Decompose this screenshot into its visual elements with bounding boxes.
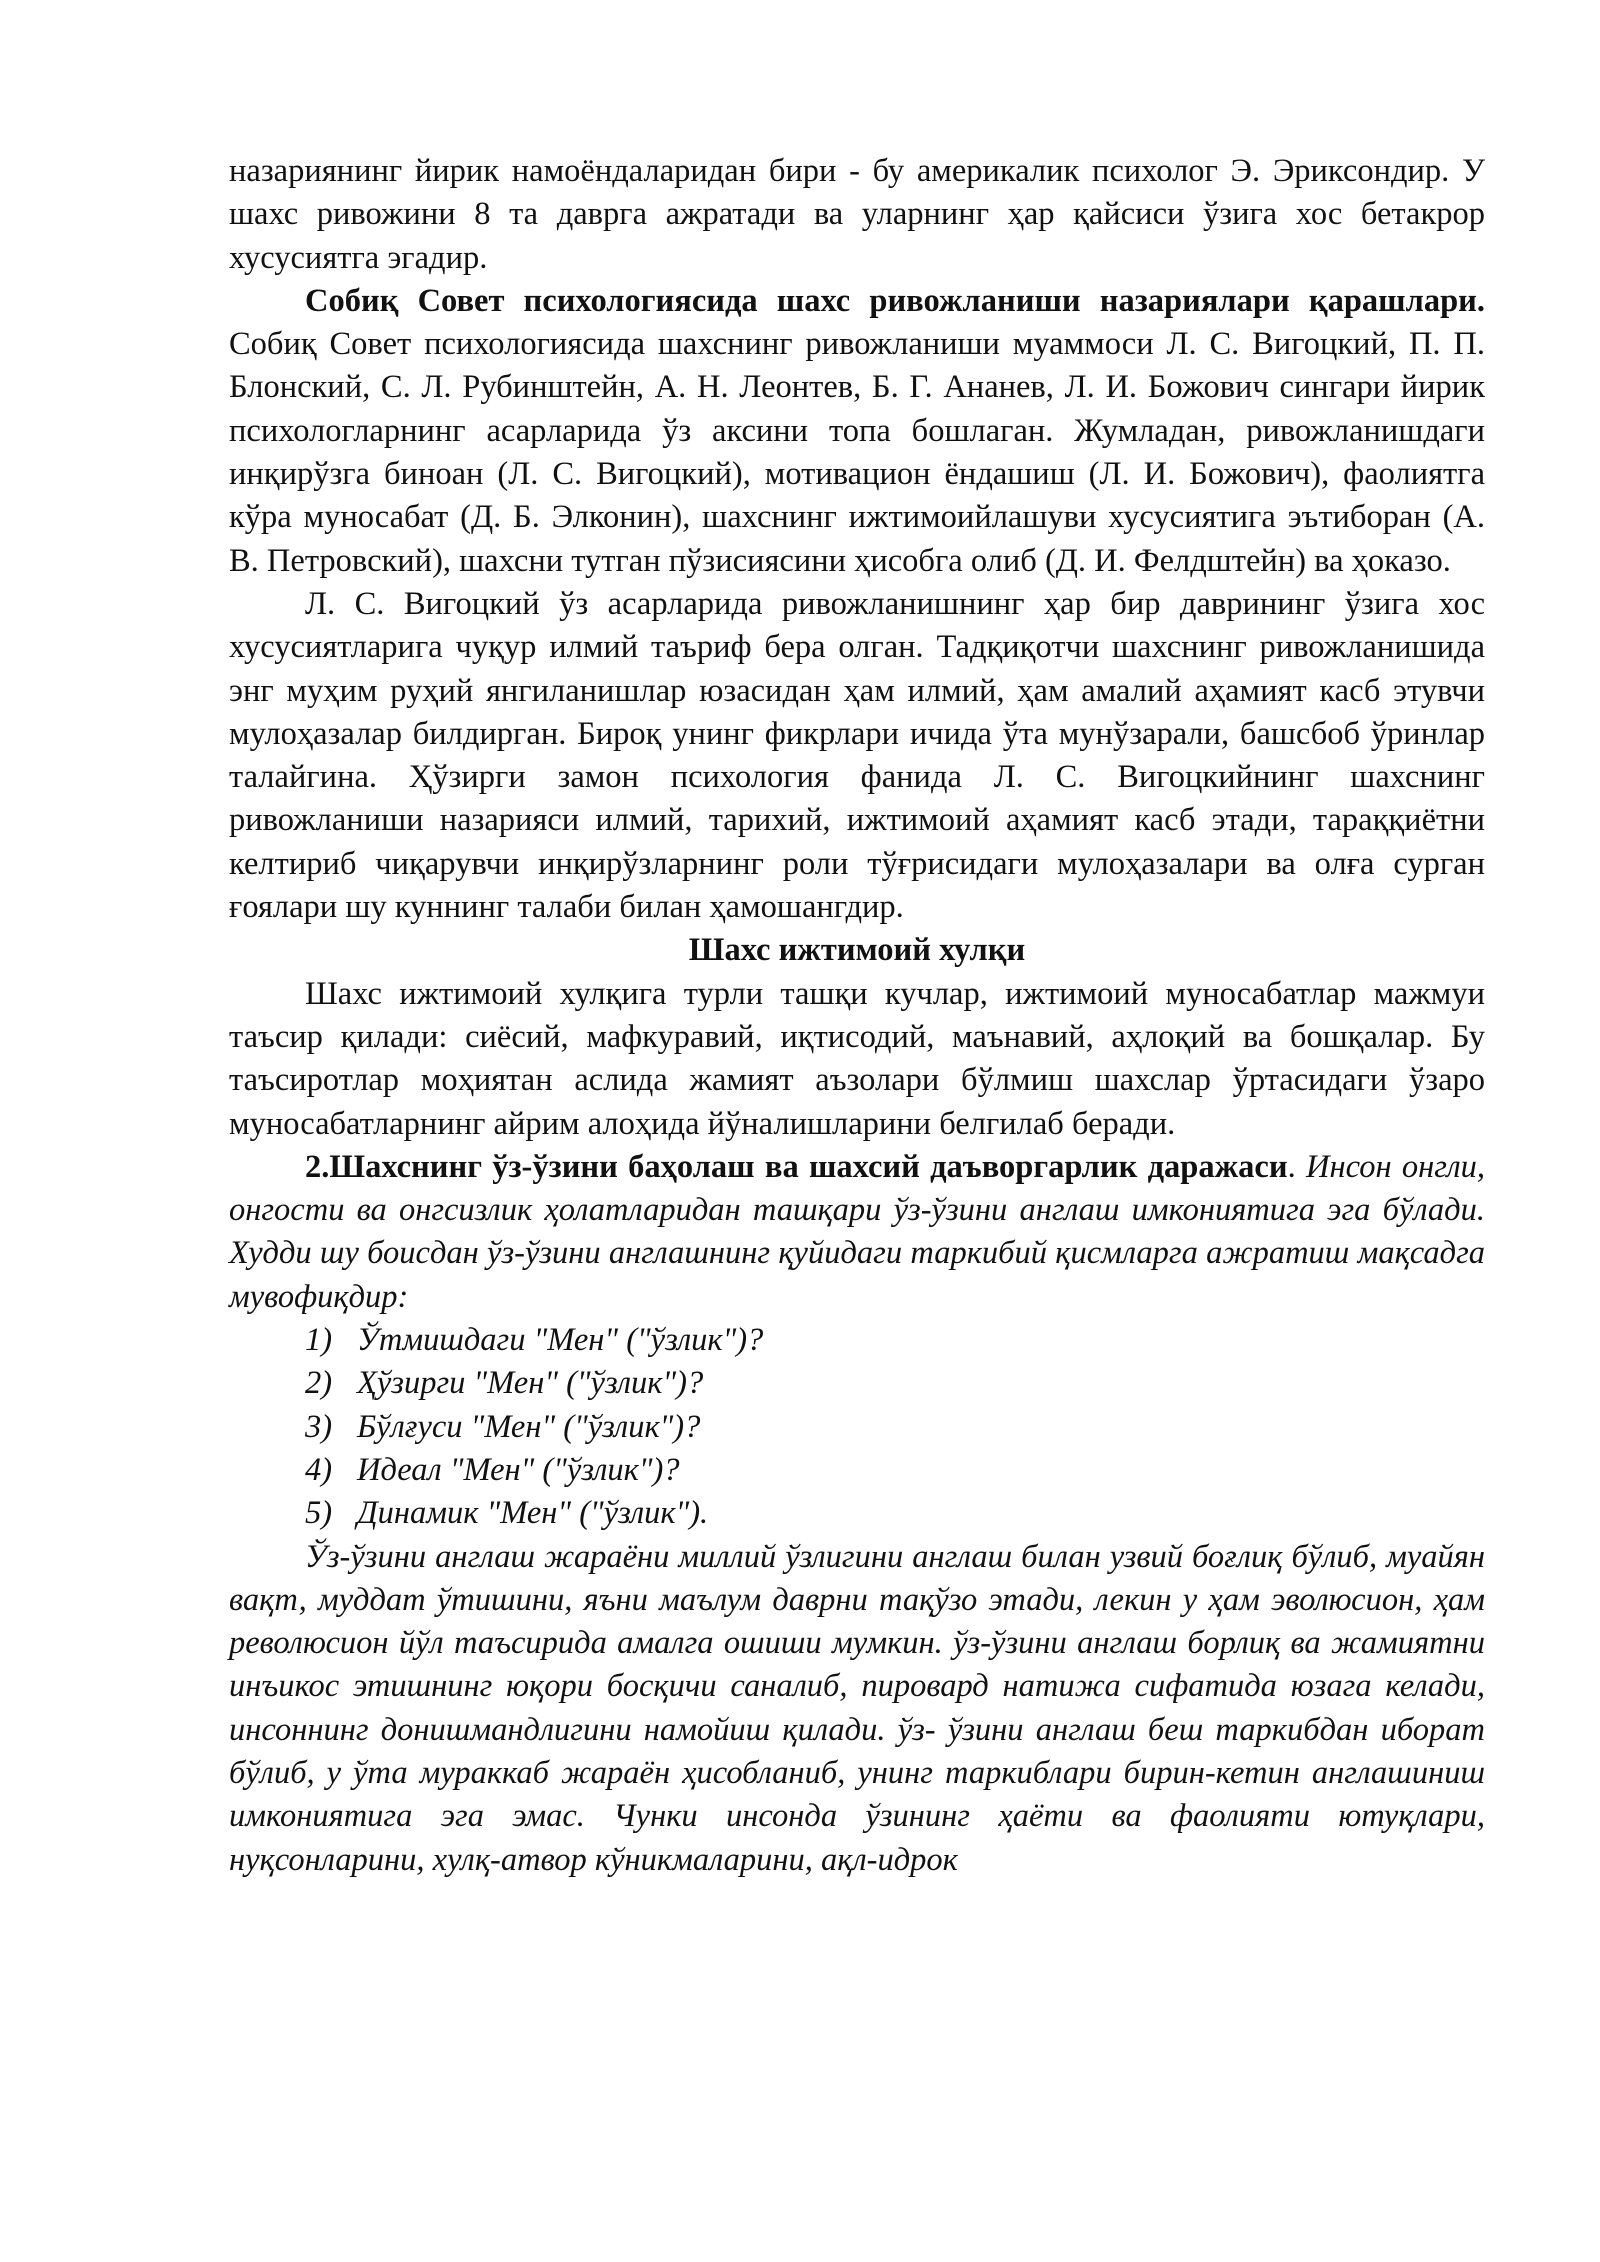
paragraph-soviet-psychology-text: Собиқ Совет психологиясида шахснинг ривожланиши муаммоси Л. С. Вигоцкий, П. П. Блонский, С. Л. Рубинштейн, А. Н. Леонтев, Б. Г. Ананев, Л. И. Божович сингари йирик психологларнинг асарларида ўз аксини топа бошлаган. Жумладан, ривожланишдаги инқирўзга биноан (Л. С. Вигоцкий), мотивацион ёндашиш (Л. И. Божович), фаолиятга кўра муносабат (Д. Б. Элконин), шахснинг ижтимоийлашуви хусусиятига эътиборан (А. В. Петровский), шахсни тутган пўзисиясини ҳисобга олиб (Д. И. Фелдштейн) ва ҳоказо.: [229, 326, 1485, 579]
list-item-number: 2): [305, 1365, 333, 1402]
section-heading-text: Шахс ижтимоий хулқи: [688, 932, 1026, 969]
list-item-number: 4): [305, 1451, 333, 1488]
list-item-number: 3): [305, 1408, 333, 1445]
list-item: [305, 1319, 1485, 1362]
list-item-text: Ўтмишдаги "Мен" ("ўзлик")?: [357, 1322, 764, 1359]
paragraph-self-assessment-text: Инсон онгли, онгости ва онгсизлик ҳолатларидан ташқари ўз-ўзини англаш имкониятига эга бўлади. Худди шу боисдан ўз-ўзини англашнинг қуйидаги таркибий қисмларга ажратиш мақсадга мувофиқдир:: [229, 1148, 1485, 1315]
document-page: [229, 150, 1485, 1882]
list-item: [305, 1406, 1485, 1449]
self-list: [229, 1319, 1485, 1535]
paragraph-social-behavior: Шахс ижтимоий хулқига турли ташқи кучлар, ижтимоий муносабатлар мажмуи таъсир қилади: сиёсий, мафкуравий, иқтисодий, маънавий, аҳлоқий ва бошқалар. Бу таъсиротлар моҳиятан аслида жамият аъзолари бўлмиш шахслар ўртасидаги ўзаро муносабатларнинг айрим алоҳида йўналишларини белгилаб беради.: [229, 975, 1485, 1142]
list-item-number: 5): [305, 1495, 333, 1532]
list-item-text: Бўлғуси "Мен" ("ўзлик")?: [357, 1408, 701, 1445]
section-title-self-assessment: 2.Шахснинг ўз-ўзини баҳолаш ва шахсий даъворгарлик даражаси: [305, 1148, 1288, 1185]
paragraph-self-awareness: Ўз-ўзини англаш жараёни миллий ўзлигини англаш билан узвий боғлиқ бўлиб, муайян вақт, муддат ўтишини, яъни маълум даврни тақўзо этади, лекин у ҳам эволюсион, ҳам революсион йўл таъсирида амалга ошиши мумкин. ўз-ўзини англаш борлиқ ва жамиятни инъикос этишнинг юқори босқичи саналиб, пировард натижа сифатида юзага келади, инсоннинг донишмандлигини намойиш қилади. ўз- ўзини англаш беш таркибдан иборат бўлиб, у ўта мураккаб жараён ҳисобланиб, унинг таркиблари бирин-кетин англашиниш имкониятига эга эмас. Чунки инсонда ўзининг ҳаёти ва фаолияти ютуқлари, нуқсонларини, хулқ-атвор кўникмаларини, ақл-идрок: [229, 1538, 1485, 1878]
list-item: [305, 1362, 1485, 1405]
title-period: .: [1287, 1148, 1296, 1185]
list-item-text: Ҳўзирги "Мен" ("ўзлик")?: [357, 1365, 704, 1402]
list-item: [305, 1449, 1485, 1492]
section-title-soviet-psychology: Собиқ Совет психологиясида шахс ривожланиши назариялари қарашлари.: [305, 282, 1485, 319]
paragraph-vygotsky: Л. С. Вигоцкий ўз асарларида ривожланишнинг ҳар бир даврининг ўзига хос хусусиятларига чуқур илмий таъриф бера олган. Тадқиқотчи шахснинг ривожланишида энг муҳим руҳий янгиланишлар юзасидан ҳам илмий, ҳам амалий аҳамият касб этувчи мулоҳазалар билдирган. Бироқ унинг фикрлари ичида ўта мунўзарали, башсбоб ўринлар талайгина. Ҳўзирги замон психология фанида Л. С. Вигоцкийнинг шахснинг ривожланиши назарияси илмий, тарихий, ижтимоий аҳамият касб этади, тараққиётни келтириб чиқарувчи инқирўзларнинг роли тўғрисидаги мулоҳазалари ва олға сурган ғоялари шу куннинг талаби билан ҳамошангдир.: [229, 585, 1485, 926]
paragraph-intro: назариянинг йирик намоёндаларидан бири - бу америкалик психолог Э. Эриксондир. У шахс ривожини 8 та даврга ажратади ва уларнинг ҳар қайсиси ўзига хос бетакрор хусусиятга эгадир.: [229, 153, 1485, 276]
paragraph-self-assessment: [229, 1146, 1485, 1319]
list-item-text: Динамик "Мен" ("ўзлик").: [357, 1495, 709, 1532]
list-item-number: 1): [305, 1322, 333, 1359]
list-item: [305, 1492, 1485, 1535]
section-heading: [229, 929, 1485, 972]
list-item-text: Идеал "Мен" ("ўзлик")?: [357, 1451, 680, 1488]
paragraph-soviet-psychology: [229, 280, 1485, 583]
